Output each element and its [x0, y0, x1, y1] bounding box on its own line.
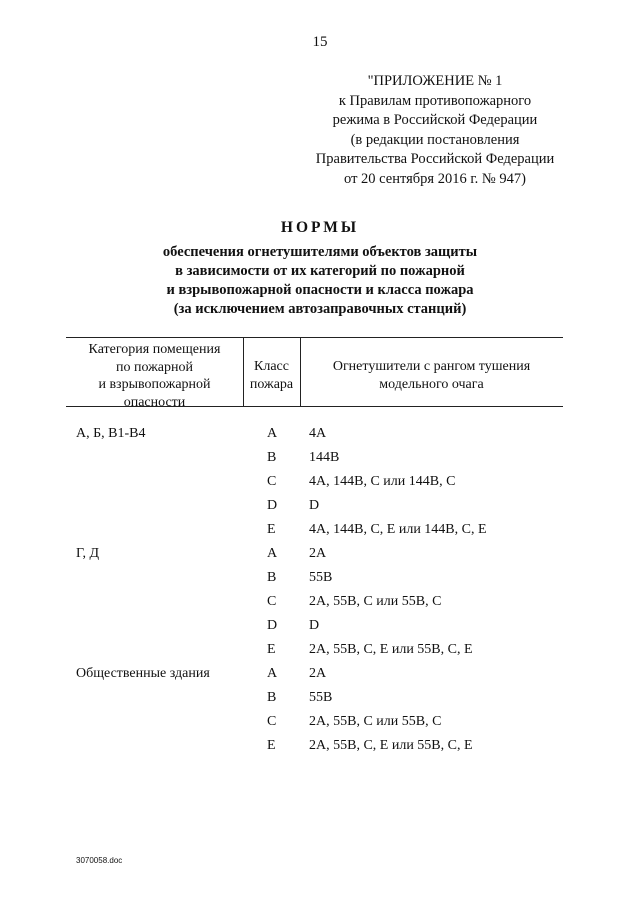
table-top-rule [66, 337, 563, 338]
cell-category: Общественные здания [76, 666, 210, 681]
appendix-line: "ПРИЛОЖЕНИЕ № 1 [367, 73, 503, 89]
cell-category: Г, Д [76, 546, 100, 561]
cell-fire-class: С [267, 594, 277, 609]
cell-extinguishers: 2А [309, 546, 327, 561]
cell-fire-class: D [267, 618, 278, 633]
appendix-line: режима в Российской Федерации [332, 112, 538, 128]
document-subtitle [0, 243, 640, 319]
cell-fire-class: С [267, 714, 277, 729]
cell-fire-class: D [267, 498, 278, 513]
appendix-line: Правительства Российской Федерации [315, 151, 555, 167]
header-fire-class: Класс пожара [249, 359, 294, 392]
document-filename: 3070058.doc [76, 856, 123, 865]
cell-extinguishers: 4А, 144В, С или 144В, С [309, 474, 456, 489]
cell-extinguishers: 2А, 55В, С или 55В, С [309, 714, 442, 729]
subtitle-line: в зависимости от их категорий по пожарной [175, 263, 465, 279]
cell-fire-class: В [267, 450, 277, 465]
cell-fire-class: Е [267, 738, 276, 753]
cell-extinguishers: 2А, 55В, С, Е или 55В, С, Е [309, 738, 473, 753]
cell-extinguishers: 4А [309, 426, 327, 441]
cell-fire-class: А [267, 426, 278, 441]
cell-extinguishers: D [309, 618, 320, 633]
cell-extinguishers: 2А, 55В, С, Е или 55В, С, Е [309, 642, 473, 657]
cell-extinguishers: D [309, 498, 320, 513]
document-title: НОРМЫ [280, 219, 360, 236]
cell-fire-class: В [267, 570, 277, 585]
cell-fire-class: В [267, 690, 277, 705]
cell-extinguishers: 2А, 55В, С или 55В, С [309, 594, 442, 609]
cell-extinguishers: 4А, 144В, С, Е или 144В, С, Е [309, 522, 487, 537]
cell-fire-class: А [267, 546, 278, 561]
cell-extinguishers: 55В [309, 690, 333, 705]
appendix-heading [300, 72, 570, 189]
cell-extinguishers: 55В [309, 570, 333, 585]
cell-fire-class: Е [267, 522, 276, 537]
subtitle-line: обеспечения огнетушителями объектов защиты [162, 244, 478, 260]
cell-extinguishers: 2А [309, 666, 327, 681]
header-extinguishers: Огнетушители с рангом тушения модельного очага [332, 359, 531, 392]
cell-extinguishers: 144В [309, 450, 340, 465]
cell-category: А, Б, В1-В4 [76, 426, 146, 441]
appendix-line: от 20 сентября 2016 г. № 947) [344, 170, 526, 187]
cell-fire-class: А [267, 666, 278, 681]
appendix-line: (в редакции постановления [350, 131, 520, 148]
cell-fire-class: С [267, 474, 277, 489]
header-category: Категория помещения по пожарной и взрывопожарной опасности [88, 342, 221, 410]
page-number: 15 [312, 34, 328, 50]
subtitle-line: (за исключением автозаправочных станций) [173, 301, 467, 317]
subtitle-line: и взрывопожарной опасности и класса пожара [166, 282, 474, 298]
appendix-line: к Правилам противопожарного [338, 92, 532, 109]
cell-fire-class: Е [267, 642, 276, 657]
